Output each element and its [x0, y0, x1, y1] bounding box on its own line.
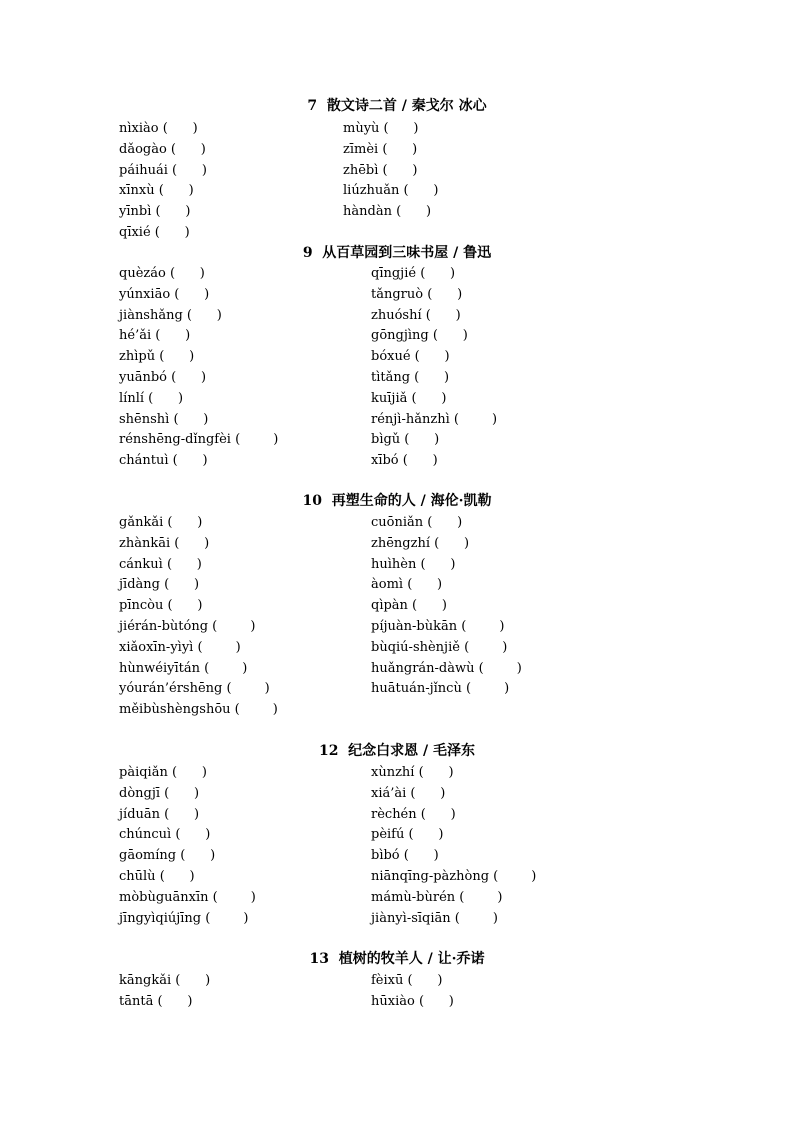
pinyin-item: qìpàn ( ) [371, 598, 447, 614]
pinyin-item: pīncòu ( ) [119, 598, 203, 614]
pinyin-item: páihuái ( ) [119, 162, 207, 178]
pinyin-item: nìxiào ( ) [119, 121, 198, 136]
pinyin-item: zhìpǔ ( ) [119, 349, 195, 365]
pinyin-item: zhànkāi ( ) [119, 535, 210, 551]
pinyin-item: bìgǔ ( ) [371, 432, 440, 448]
pinyin-item: bìbó ( ) [371, 848, 439, 864]
pinyin-item: qīngjié ( ) [371, 266, 456, 281]
pinyin-item: jiérán-bùtóng ( ) [119, 619, 256, 634]
section-title: 10 再塑生命的人 / 海伦·凯勒 [302, 493, 492, 509]
pinyin-item: jīngyìqiújīng ( ) [119, 910, 249, 926]
pinyin-item: zhēngzhí ( ) [371, 535, 470, 551]
pinyin-item: xiǎoxīn-yìyì ( ) [119, 639, 241, 655]
pinyin-item: àomì ( ) [371, 577, 443, 593]
pinyin-item: tǎngruò ( ) [371, 286, 463, 302]
pinyin-item: shēnshì ( ) [119, 411, 209, 427]
pinyin-item: hūxiào ( ) [371, 993, 454, 1009]
pinyin-item: chūlù ( ) [119, 869, 195, 884]
pinyin-item: fèixū ( ) [371, 973, 443, 988]
section-title: 13 植树的牧羊人 / 让·乔诺 [309, 951, 485, 967]
pinyin-item: píjuàn-bùkān ( ) [371, 619, 505, 634]
pinyin-item: mòbùguānxīn ( ) [119, 889, 256, 905]
pinyin-item: jíduān ( ) [119, 806, 200, 822]
pinyin-item: cuōniǎn ( ) [371, 515, 463, 530]
pinyin-item: línlí ( ) [119, 390, 184, 406]
pinyin-item: hùnwéiyītán ( ) [119, 660, 248, 676]
pinyin-item: liúzhuǎn ( ) [343, 183, 439, 199]
pinyin-item: kāngkǎi ( ) [119, 973, 211, 988]
pinyin-item: niānqīng-pàzhòng ( ) [371, 869, 537, 884]
section-title: 7 散文诗二首 / 秦戈尔 冰心 [307, 98, 487, 114]
pinyin-item: chúncuì ( ) [119, 827, 211, 843]
pinyin-item: jīdàng ( ) [119, 577, 200, 593]
pinyin-item: cánkuì ( ) [119, 556, 202, 572]
section-title: 9 从百草园到三味书屋 / 鲁迅 [302, 245, 492, 261]
pinyin-item: yúnxiāo ( ) [119, 286, 210, 302]
pinyin-item: chántuì ( ) [119, 453, 208, 469]
section-title: 12 纪念白求恩 / 毛泽东 [318, 743, 476, 759]
pinyin-item: huìhèn ( ) [371, 556, 456, 572]
pinyin-item: tìtǎng ( ) [371, 370, 450, 385]
pinyin-item: zhuóshí ( ) [371, 307, 461, 323]
pinyin-item: hé’ǎi ( ) [119, 328, 191, 344]
pinyin-item: yuānbó ( ) [119, 370, 207, 385]
pinyin-item: xīnxù ( ) [119, 183, 194, 199]
pinyin-item: qīxié ( ) [119, 225, 190, 240]
pinyin-item: tāntā ( ) [119, 993, 193, 1009]
pinyin-item: zhēbì ( ) [343, 162, 418, 178]
pinyin-item: quèzáo ( ) [119, 266, 205, 281]
pinyin-item: huǎngrán-dàwù ( ) [371, 660, 522, 676]
pinyin-item: pàiqiǎn ( ) [119, 765, 207, 780]
pinyin-item: bùqiú-shènjiě ( ) [371, 639, 508, 655]
pinyin-item: xiá’ài ( ) [371, 785, 446, 801]
pinyin-item: dòngjī ( ) [119, 785, 200, 801]
pinyin-item: jiànshǎng ( ) [119, 307, 222, 323]
pinyin-item: mùyù ( ) [343, 121, 419, 136]
pinyin-item: rénshēng-dǐngfèi ( ) [119, 432, 279, 448]
pinyin-item: kuījiǎ ( ) [371, 390, 447, 406]
pinyin-item: xùnzhí ( ) [371, 765, 454, 780]
pinyin-item: yīnbì ( ) [119, 204, 191, 220]
pinyin-item: huātuán-jǐncù ( ) [371, 681, 510, 697]
pinyin-item: hàndàn ( ) [343, 204, 432, 220]
pinyin-item: pèifú ( ) [371, 827, 444, 843]
pinyin-item: mámù-bùrén ( ) [371, 889, 503, 905]
pinyin-item: gōngjìng ( ) [371, 328, 468, 344]
pinyin-item: dǎogào ( ) [119, 141, 206, 157]
pinyin-item: měibùshèngshōu ( ) [119, 702, 278, 718]
pinyin-item: jiànyì-sīqiān ( ) [371, 910, 498, 926]
pinyin-item: rèchén ( ) [371, 806, 456, 822]
pinyin-item: bóxué ( ) [371, 349, 450, 365]
pinyin-item: zīmèi ( ) [343, 141, 418, 157]
pinyin-item: gǎnkǎi ( ) [119, 515, 203, 530]
pinyin-item: gāomíng ( ) [119, 848, 216, 864]
pinyin-item: rénjì-hǎnzhì ( ) [371, 411, 498, 427]
pinyin-item: yóurán’érshēng ( ) [119, 681, 270, 697]
pinyin-item: xībó ( ) [371, 453, 438, 469]
